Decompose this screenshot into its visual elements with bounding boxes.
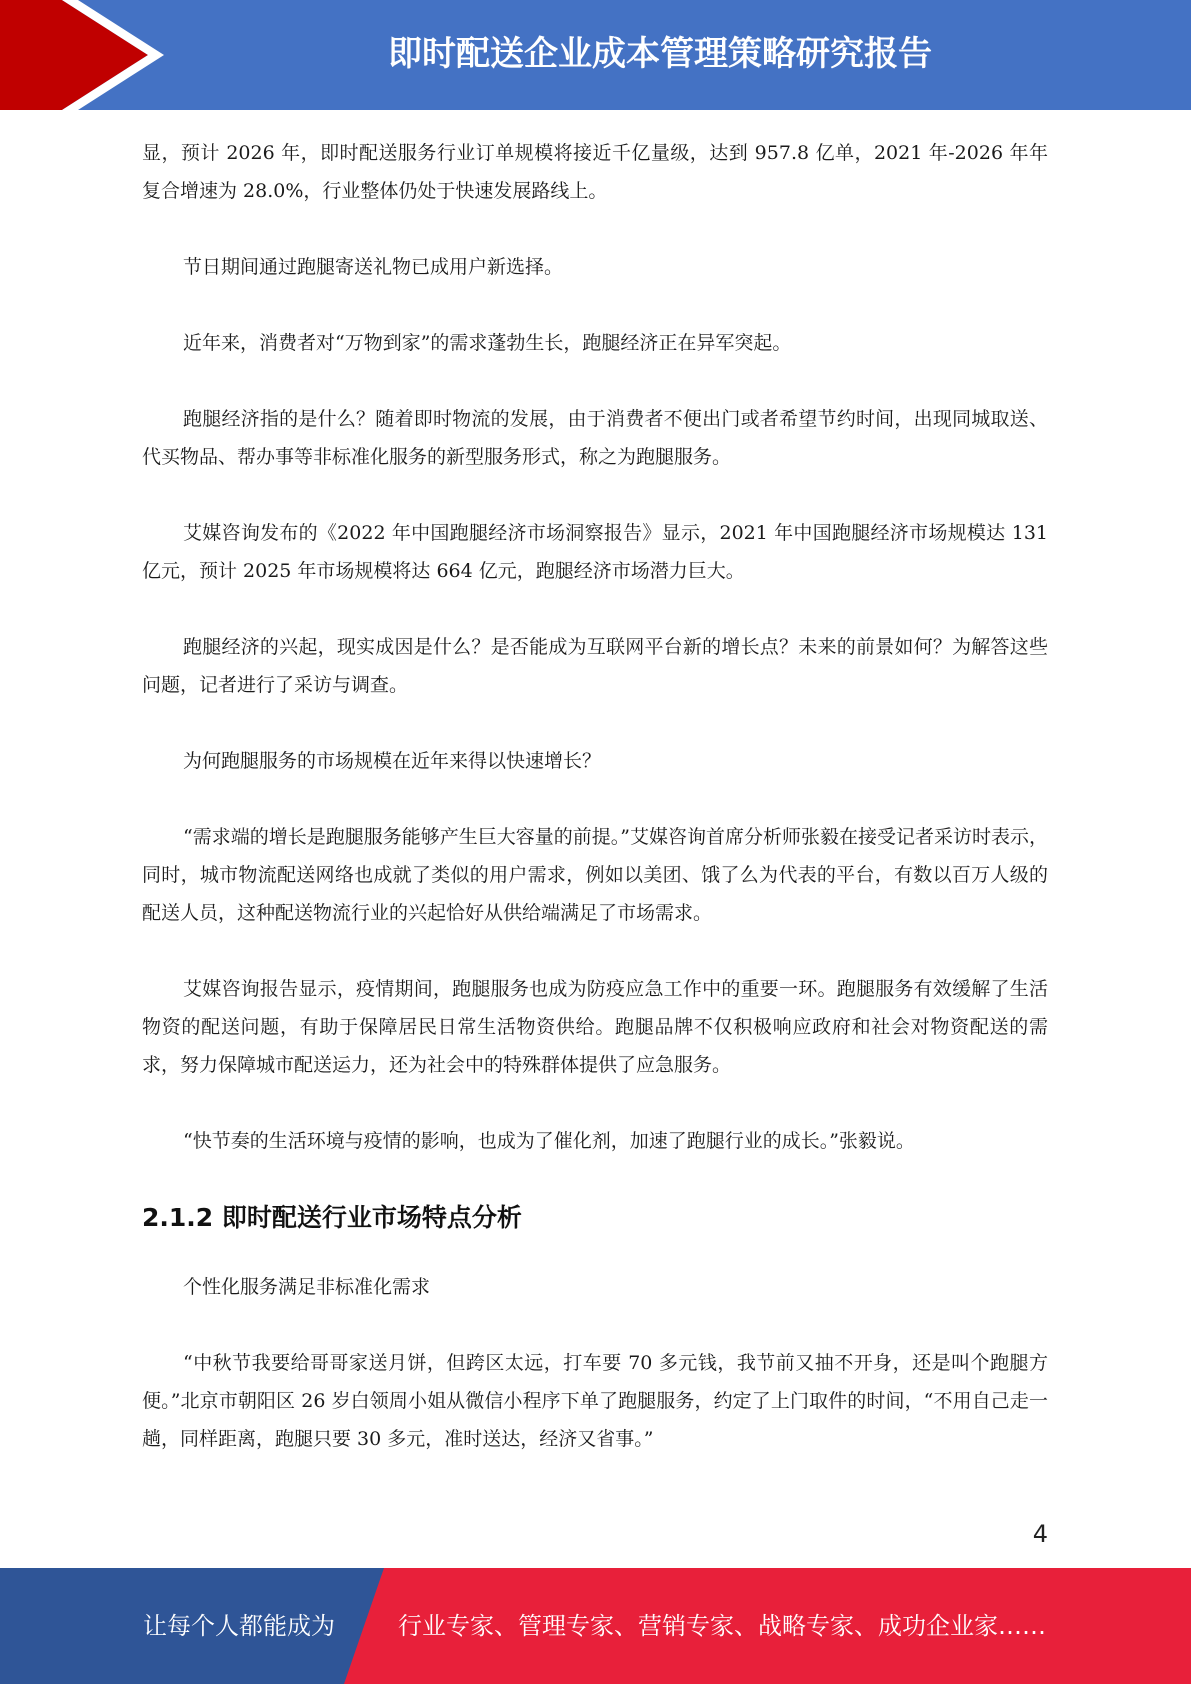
paragraph: 艾媒咨询发布的《2022 年中国跑腿经济市场洞察报告》显示，2021 年中国跑腿经济市场规模达 131 亿元，预计 2025 年市场规模将达 664 亿元，跑腿经济市场潜力巨大。 [142, 522, 1048, 582]
footer-slogan-lead: 让每个人都能成为 [143, 1612, 335, 1640]
paragraph: 显，预计 2026 年，即时配送服务行业订单规模将接近千亿量级，达到 957.8 亿单，2021 年-2026 年年复合增速为 28.0%，行业整体仍处于快速发展路线上。 [142, 142, 1048, 202]
paragraph: 跑腿经济的兴起，现实成因是什么？是否能成为互联网平台新的增长点？未来的前景如何？为解答这些问题，记者进行了采访与调查。 [142, 636, 1048, 696]
paragraph: 跑腿经济指的是什么？随着即时物流的发展，由于消费者不便出门或者希望节约时间，出现同城取送、代买物品、帮办事等非标准化服务的新型服务形式，称之为跑腿服务。 [142, 408, 1048, 468]
document-body [142, 134, 1048, 1496]
page-header [0, 0, 1191, 110]
paragraph: “快节奏的生活环境与疫情的影响，也成为了催化剂，加速了跑腿行业的成长。”张毅说。 [183, 1130, 915, 1152]
paragraph: 近年来，消费者对“万物到家”的需求蓬勃生长，跑腿经济正在异军突起。 [183, 332, 792, 354]
footer-slogan-roles: 行业专家、管理专家、营销专家、战略专家、成功企业家…… [398, 1612, 1046, 1640]
page-number: 4 [1032, 1520, 1048, 1548]
paragraph: 为何跑腿服务的市场规模在近年来得以快速增长？ [183, 750, 602, 772]
page-footer [0, 1568, 1191, 1684]
section-heading: 2.1.2 即时配送行业市场特点分析 [142, 1203, 522, 1232]
report-title: 即时配送企业成本管理策略研究报告 [388, 34, 932, 74]
paragraph: 艾媒咨询报告显示，疫情期间，跑腿服务也成为防疫应急工作中的重要一环。跑腿服务有效缓解了生活物资的配送问题，有助于保障居民日常生活物资供给。跑腿品牌不仅积极响应政府和社会对物资配送的需求，努力保障城市配送运力，还为社会中的特殊群体提供了应急服务。 [142, 978, 1048, 1076]
paragraph: 节日期间通过跑腿寄送礼物已成用户新选择。 [183, 256, 564, 278]
paragraph: “中秋节我要给哥哥家送月饼，但跨区太远，打车要 70 多元钱，我节前又抽不开身，还是叫个跑腿方便。”北京市朝阳区 26 岁白领周小姐从微信小程序下单了跑腿服务，约定了上门取件的时间，“不用自己走一趟，同样距离，跑腿只要 30 多元，准时送达，经济又省事。” [142, 1352, 1048, 1450]
paragraph: “需求端的增长是跑腿服务能够产生巨大容量的前提。”艾媒咨询首席分析师张毅在接受记者采访时表示，同时，城市物流配送网络也成就了类似的用户需求，例如以美团、饿了么为代表的平台，有数以百万人级的配送人员，这种配送物流行业的兴起恰好从供给端满足了市场需求。 [142, 826, 1048, 924]
paragraph: 个性化服务满足非标准化需求 [183, 1276, 431, 1298]
